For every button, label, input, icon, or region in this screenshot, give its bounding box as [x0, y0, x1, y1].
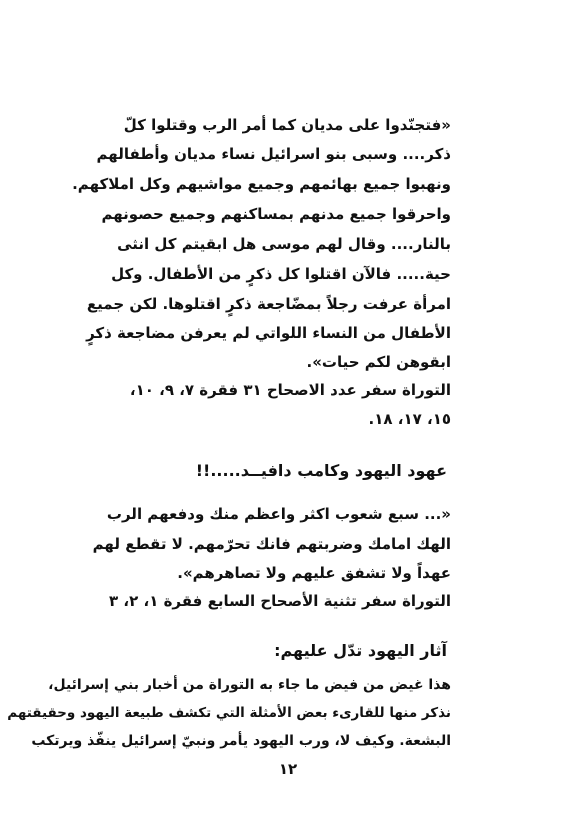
quote1-line-7: امرأة عرفت رجلاً بمضّاجعة ذكرٍ اقتلوها. لكن جميع [86, 295, 451, 313]
quote1-source-line-1: التوراة سفر عدد الاصحاح ٣١ فقرة ٧، ٩، ١٠، [129, 381, 451, 399]
page-number: ١٢ [278, 760, 298, 778]
section2-line-1: «... سبع شعوب اكثر واعظم منك ودفعهم الرب [106, 505, 451, 523]
quote1-line-6: حية..... فالآن اقتلوا كل ذكرٍ من الأطفال. وكل [111, 265, 451, 283]
quote1-line-9: ابقوهن لكم حيات». [306, 353, 451, 371]
quote1-source-line-2: ١٥، ١٧، ١٨. [368, 410, 451, 428]
section2-line-2: الهك امامك وضربتهم فانك تحرّمهم. لا تقطع لهم [92, 535, 451, 553]
quote1-line-1: «فتجنّدوا على مديان كما أمر الرب وقتلوا كلّ [123, 116, 451, 134]
quote1-line-8: الأطفال من النساء اللواتي لم يعرفن مضاجعة ذكرٍ [86, 324, 451, 342]
section3-heading: آثار اليهود تدّل عليهم: [274, 641, 447, 660]
quote1-line-5: بالنار.... وقال لهم موسى هل ابقيتم كل انثى [117, 235, 451, 253]
section3-line-3: البشعة. وكيف لا، ورب اليهود يأمر ونبيّ إسرائيل ينفّذ ويرتكب [31, 733, 451, 749]
section3-line-1: هذا غيض من فيض ما جاء به التوراة من أخبار بني إسرائيل، [48, 677, 451, 693]
quote1-line-4: واحرقوا جميع مدنهم بمساكنهم وجميع حصونهم [101, 205, 451, 223]
section2-heading: عهود اليهود وكامب دافيــد.....!! [195, 461, 447, 480]
section2-line-3: عهداً ولا تشفق عليهم ولا تصاهرهم». [177, 564, 451, 582]
section2-source: التوراة سفر تثنية الأصحاح السابع فقرة ١، ٢، ٣ [109, 592, 451, 610]
quote1-line-3: ونهبوا جميع بهائمهم وجميع مواشيهم وكل املاكهم. [72, 175, 451, 193]
section3-line-2: نذكر منها للقارىء بعض الأمثلة التي تكشف طبيعة اليهود وحقيقتهم [7, 705, 451, 721]
quote1-line-2: ذكر.... وسبى بنو اسرائيل نساء مديان وأطفالهم [96, 145, 451, 163]
